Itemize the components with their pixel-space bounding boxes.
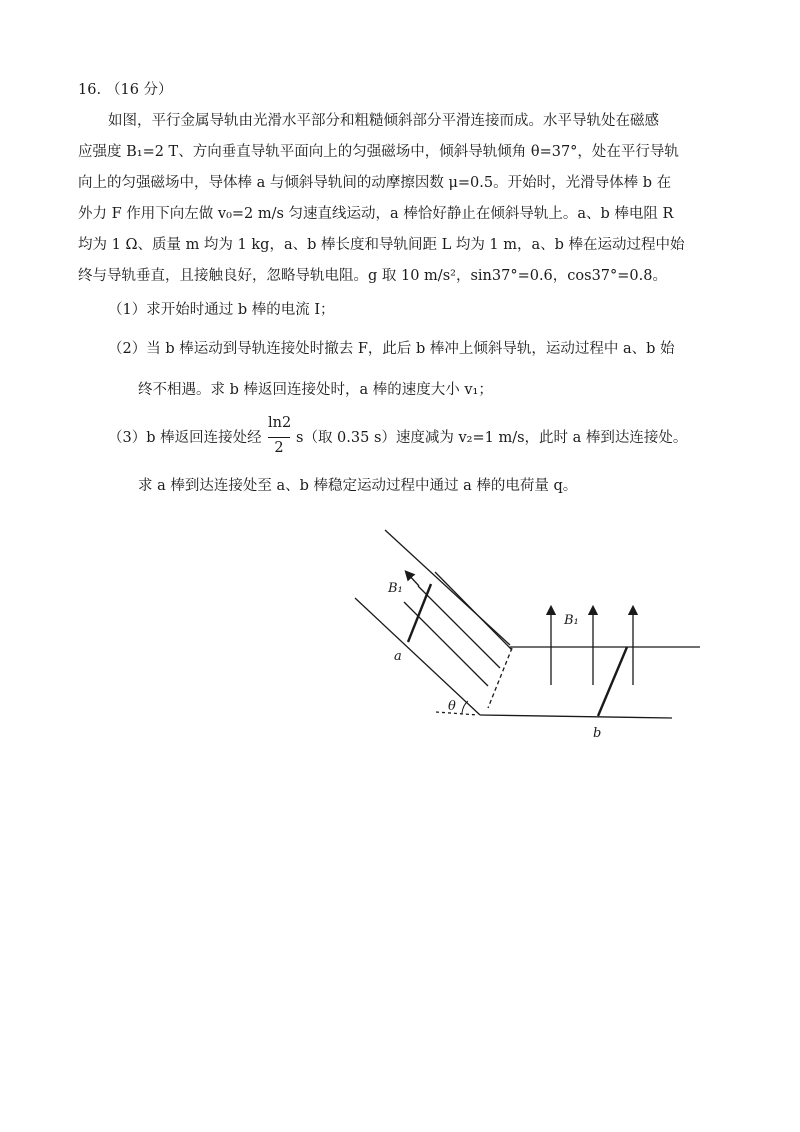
question-3-line-2: 求 a 棒到达连接处至 a、b 棒稳定运动过程中通过 a 棒的电荷量 q。 [138, 478, 578, 494]
problem-number: 16. [78, 82, 102, 98]
fraction-numerator: ln2 [268, 415, 292, 431]
intro-line-4: 外力 F 作用下向左做 v₀=2 m/s 匀速直线运动，a 棒恰好静止在倾斜导轨上。a、b 棒电阻 R [78, 206, 674, 222]
label-b: b [593, 726, 602, 741]
question-3-prefix: （3）b 棒返回连接处经 [108, 430, 262, 446]
dashed-connector-upper [488, 648, 512, 708]
rod-a [408, 584, 431, 642]
fraction-denominator: 2 [274, 440, 284, 456]
rod-b [598, 647, 627, 716]
label-a: a [394, 649, 402, 664]
problem-points: （16 分） [106, 82, 173, 98]
label-theta: θ [448, 699, 456, 714]
label-B1-incline: B₁ [388, 581, 403, 596]
intro-line-6: 终与导轨垂直，且接触良好，忽略导轨电阻。g 取 10 m/s²，sin37°=0.6，cos37°=0.8。 [78, 268, 667, 284]
intro-line-2: 应强度 B₁=2 T、方向垂直导轨平面向上的匀强磁场中，倾斜导轨倾角 θ=37°，处在平行导轨 [78, 144, 679, 160]
question-3-suffix: s（取 0.35 s）速度减为 v₂=1 m/s，此时 a 棒到达连接处。 [296, 430, 688, 446]
question-2-line-2: 终不相遇。求 b 棒返回连接处时，a 棒的速度大小 v₁； [138, 382, 493, 398]
question-2-line-1: （2）当 b 棒运动到导轨连接处时撤去 F，此后 b 棒冲上倾斜导轨，运动过程中 a、b 始 [108, 341, 675, 357]
incline-rail-upper [385, 530, 510, 645]
dashed-angle-base [436, 712, 478, 715]
intro-line-3: 向上的匀强磁场中，导体棒 a 与倾斜导轨间的动摩擦因数 μ=0.5。开始时，光滑导体棒 b 在 [78, 175, 672, 191]
incline-field-arrow [408, 574, 419, 586]
question-1: （1）求开始时通过 b 棒的电流 I； [108, 302, 335, 318]
label-B1-flat: B₁ [564, 613, 579, 628]
incline-field-line-1 [435, 572, 512, 650]
flat-rail-lower [480, 715, 672, 718]
intro-line-1: 如图，平行金属导轨由光滑水平部分和粗糙倾斜部分平滑连接而成。水平导轨处在磁感 [108, 113, 659, 129]
intro-line-5: 均为 1 Ω、质量 m 均为 1 kg，a、b 棒长度和导轨间距 L 均为 1 m，a、b 棒在运动过程中始 [78, 237, 685, 253]
